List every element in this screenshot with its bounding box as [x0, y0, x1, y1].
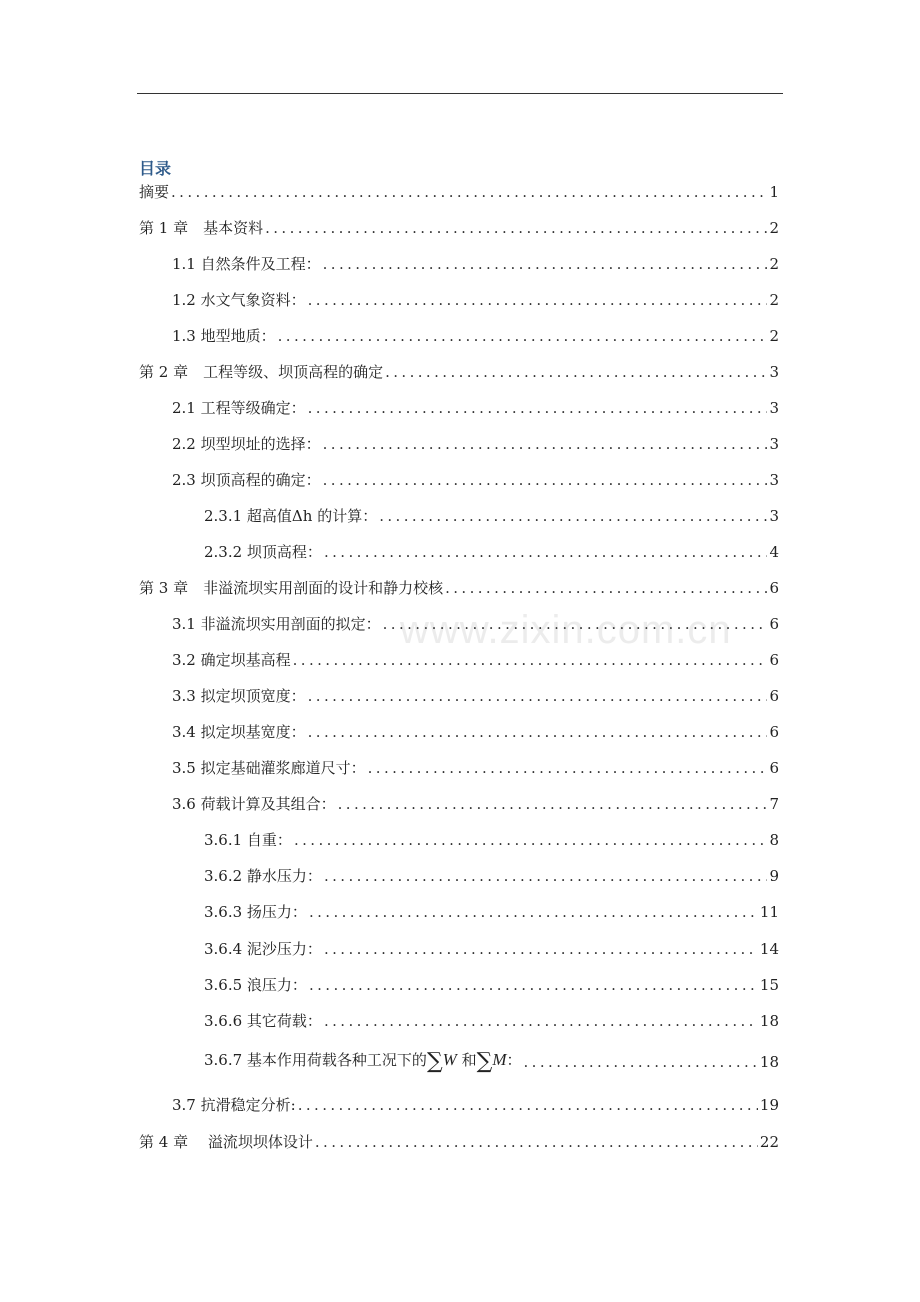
toc-page-number: 4: [769, 543, 779, 561]
toc-entry[interactable]: [139, 359, 779, 383]
toc-page-number: 6: [769, 651, 779, 669]
toc-entry-label: 第 3 章 非溢流坝实用剖面的设计和静力校核: [139, 579, 444, 597]
toc-entry[interactable]: [172, 251, 779, 275]
toc-entry-label: 第 2 章 工程等级、坝顶高程的确定: [139, 363, 384, 381]
toc-entry-label: 3.3 拟定坝顶宽度：: [172, 687, 306, 705]
toc-entry-label: 2.2 坝型坝址的选择：: [172, 435, 321, 453]
toc-entry-label: 1.1 自然条件及工程：: [172, 255, 321, 273]
toc-entry-label: 第 4 章 溢流坝坝体设计: [139, 1133, 313, 1151]
toc-entry-label: 3.6.5 浪压力：: [204, 976, 307, 994]
toc-entry-label: 3.6.6 其它荷载：: [204, 1012, 322, 1030]
toc-entry-label: 3.2 确定坝基高程: [172, 651, 291, 669]
toc-leader-dots: [443, 577, 767, 599]
toc-entry-label: 3.6.4 泥沙压力：: [204, 940, 322, 958]
toc-entry-label: 1.2 水文气象资料：: [172, 291, 306, 309]
toc-entry-label: [204, 1049, 522, 1073]
watermark: www.zixin.com.cn: [400, 608, 732, 652]
toc-entry-label: 3.6.1 自重：: [204, 831, 292, 849]
toc-entry[interactable]: [139, 1129, 779, 1153]
toc-entry[interactable]: [172, 647, 779, 671]
toc-page-number: 6: [769, 579, 779, 597]
toc-entry-label: 2.3.1 超高值Δh 的计算：: [204, 507, 378, 525]
toc-leader-dots: [306, 685, 768, 707]
toc-entry-label: 2.3.2 坝顶高程：: [204, 543, 322, 561]
toc-page-number: 6: [769, 759, 779, 777]
toc-page-number: 6: [769, 615, 779, 633]
toc-entry-label: 3.1 非溢流坝实用剖面的拟定：: [172, 615, 381, 633]
sum-symbol: ∑: [476, 1049, 493, 1074]
toc-leader-dots: [366, 757, 768, 779]
toc-entry-label-part: M: [492, 1050, 507, 1069]
toc-page-number: 9: [769, 867, 779, 885]
toc-entry-label: 3.6 荷载计算及其组合：: [172, 795, 336, 813]
toc-entry[interactable]: [172, 755, 779, 779]
toc-leader-dots: [381, 613, 768, 635]
toc-leader-dots: [276, 325, 768, 347]
toc-leader-dots: [383, 361, 767, 383]
toc-entry[interactable]: [139, 215, 779, 239]
toc-entry-label: 3.6.2 静水压力：: [204, 867, 322, 885]
toc-leader-dots: [322, 865, 768, 887]
toc-leader-dots: [321, 253, 768, 275]
toc-entry[interactable]: [172, 683, 779, 707]
toc-entry[interactable]: [204, 936, 779, 960]
toc-page-number: 3: [769, 507, 779, 525]
toc-leader-dots: [322, 541, 768, 563]
toc-entry[interactable]: [172, 467, 779, 491]
toc-leader-dots: [292, 829, 768, 851]
toc-entry[interactable]: [172, 1092, 779, 1116]
toc-entry-label: 1.3 地型地质：: [172, 327, 276, 345]
toc-page-number: 18: [759, 1053, 779, 1071]
sum-symbol: ∑: [426, 1049, 443, 1074]
toc-entry[interactable]: [172, 431, 779, 455]
toc-entry[interactable]: [172, 323, 779, 347]
toc-page-number: 6: [769, 723, 779, 741]
toc-page-number: 19: [759, 1096, 779, 1114]
toc-entry[interactable]: [204, 1008, 779, 1032]
toc-page-number: 3: [769, 399, 779, 417]
toc-leader-dots: [263, 217, 767, 239]
toc-leader-dots: [322, 938, 758, 960]
toc-entry-label: 3.6.3 扬压力：: [204, 903, 307, 921]
toc-page-number: 1: [769, 183, 779, 201]
toc-leader-dots: [336, 793, 768, 815]
toc-entry[interactable]: [204, 972, 779, 996]
toc-leader-dots: [522, 1051, 758, 1073]
toc-page-number: 18: [759, 1012, 779, 1030]
toc-entry-label-part: ：: [506, 1051, 522, 1069]
toc-leader-dots: [307, 974, 758, 996]
toc-page-number: 3: [769, 471, 779, 489]
toc-leader-dots: [377, 505, 767, 527]
toc-entry-label: 3.4 拟定坝基宽度：: [172, 723, 306, 741]
toc-entry-label: 3.7 抗滑稳定分析:: [172, 1096, 296, 1114]
toc-entry[interactable]: [204, 899, 779, 923]
toc-leader-dots: [307, 901, 758, 923]
toc-page-number: 22: [759, 1133, 779, 1151]
toc-leader-dots: [291, 649, 768, 671]
toc-entry[interactable]: [204, 539, 779, 563]
toc-title: 目录: [139, 159, 172, 178]
toc-entry[interactable]: [172, 611, 779, 635]
toc-page-number: 7: [769, 795, 779, 813]
toc-leader-dots: [322, 1010, 758, 1032]
toc-entry[interactable]: [172, 719, 779, 743]
toc-entry-label-part: W: [442, 1050, 457, 1069]
toc-page-number: 2: [769, 327, 779, 345]
toc-entry[interactable]: [172, 395, 779, 419]
toc-page-number: 11: [759, 903, 779, 921]
toc-entry-label: 2.3 坝顶高程的确定：: [172, 471, 321, 489]
toc-leader-dots: [296, 1094, 758, 1116]
toc-page-number: 3: [769, 363, 779, 381]
toc-page-number: 2: [769, 255, 779, 273]
toc-leader-dots: [321, 469, 768, 491]
toc-page-number: 8: [769, 831, 779, 849]
toc-entry-label: 第 1 章 基本资料: [139, 219, 264, 237]
toc-leader-dots: [306, 289, 768, 311]
toc-entry[interactable]: [204, 503, 779, 527]
toc-entry-label-part: 和: [456, 1051, 477, 1069]
toc-page-number: 15: [759, 976, 779, 994]
toc-entry-label-part: 3.6.7 基本作用荷载各种工况下的: [204, 1051, 427, 1069]
toc-entry[interactable]: [139, 179, 779, 203]
toc-entry[interactable]: [204, 1049, 779, 1073]
toc-page-number: 3: [769, 435, 779, 453]
toc-entry[interactable]: [204, 827, 779, 851]
toc-leader-dots: [306, 397, 768, 419]
toc-page-number: 2: [769, 219, 779, 237]
toc-leader-dots: [321, 433, 768, 455]
toc-entry[interactable]: [172, 287, 779, 311]
toc-page-number: 6: [769, 687, 779, 705]
toc-page-number: 2: [769, 291, 779, 309]
toc-entry-label: 摘要: [139, 183, 170, 201]
toc-leader-dots: [313, 1131, 758, 1153]
toc-entry[interactable]: [204, 863, 779, 887]
toc-entry-label: 2.1 工程等级确定：: [172, 399, 306, 417]
toc-entry[interactable]: [139, 575, 779, 599]
toc-entry-label: 3.5 拟定基础灌浆廊道尺寸：: [172, 759, 366, 777]
toc-entry[interactable]: [172, 791, 779, 815]
toc-page-number: 14: [759, 940, 779, 958]
toc-leader-dots: [169, 181, 767, 203]
toc-leader-dots: [306, 721, 768, 743]
